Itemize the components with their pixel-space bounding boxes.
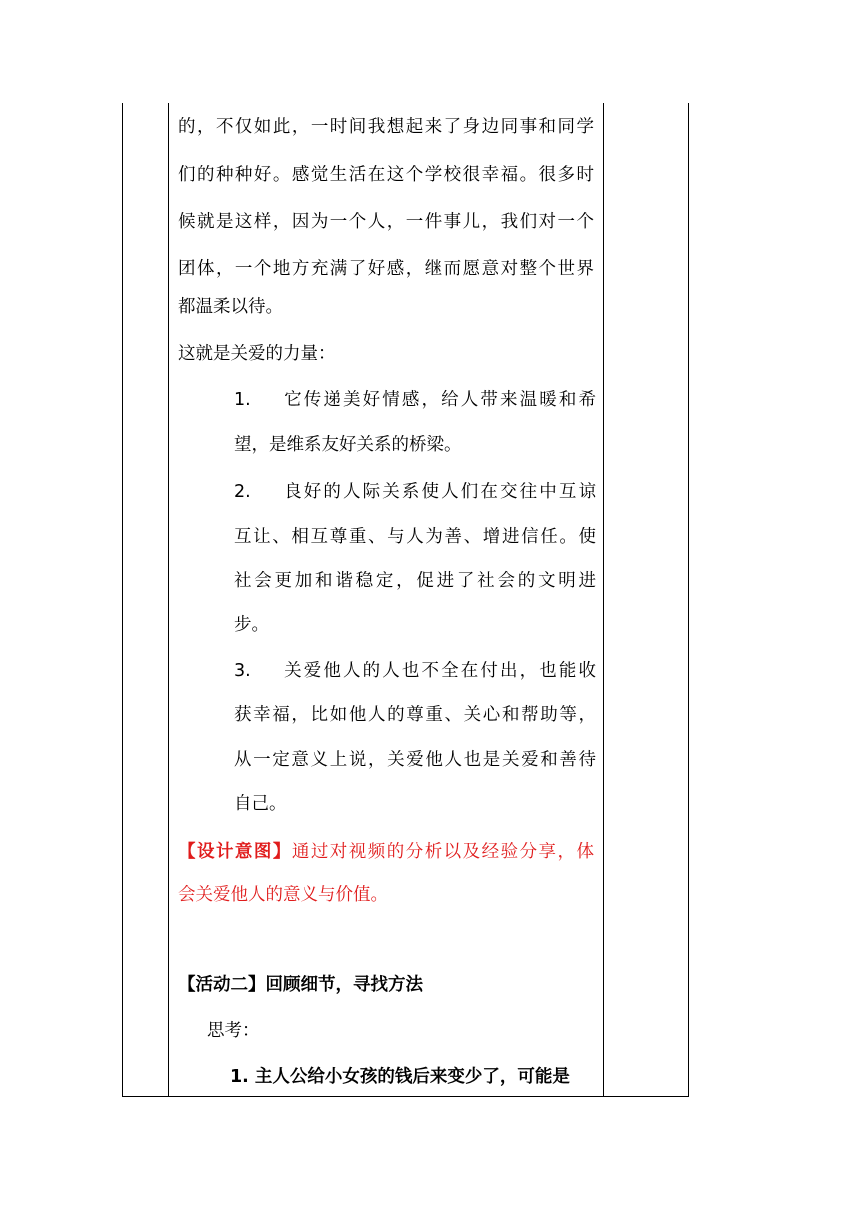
paragraph-line: 团体，一个地方充满了好感，继而愿意对整个世界 xyxy=(178,259,594,279)
design-intent-line: 会关爱他人的意义与价值。 xyxy=(178,885,388,905)
question-text: 主人公给小女孩的钱后来变少了，可能是 xyxy=(254,1067,570,1087)
power-title: 这就是关爱的力量： xyxy=(178,344,336,364)
list-item-number: 1. xyxy=(234,390,251,410)
question-1 xyxy=(230,1065,570,1089)
paragraph-line: 都温柔以待。 xyxy=(178,297,283,317)
list-item-2-line: 互让、相互尊重、与人为善、增进信任。使 xyxy=(234,527,596,547)
list-item-1-line xyxy=(234,388,596,412)
list-item-1-line: 望，是维系友好关系的桥梁。 xyxy=(234,435,462,455)
list-item-2-line: 步。 xyxy=(234,615,269,635)
list-item-text: 关爱他人的人也不全在付出，也能收 xyxy=(282,661,596,681)
table-column-divider-1 xyxy=(168,103,169,1097)
paragraph-line: 候就是这样，因为一个人，一件事儿，我们对一个 xyxy=(178,212,594,232)
design-intent-tag: 【设计意图】 xyxy=(178,842,292,862)
list-item-number: 2. xyxy=(234,482,251,502)
table-border-right xyxy=(688,103,689,1097)
list-item-3-line: 获幸福，比如他人的尊重、关心和帮助等， xyxy=(234,705,596,725)
table-column-divider-2 xyxy=(603,103,604,1097)
table-border-bottom xyxy=(122,1096,689,1097)
list-item-3-line: 从一定意义上说，关爱他人也是关爱和善待 xyxy=(234,750,596,770)
list-item-text: 良好的人际关系使人们在交往中互谅 xyxy=(282,482,596,502)
think-label: 思考： xyxy=(207,1021,260,1041)
table-border-left xyxy=(122,103,123,1097)
list-item-text: 它传递美好情感，给人带来温暖和希 xyxy=(282,390,596,410)
activity-title: 【活动二】回顾细节，寻找方法 xyxy=(178,975,423,995)
list-item-2-line xyxy=(234,480,596,504)
list-item-3-line xyxy=(234,659,596,683)
list-item-number: 3. xyxy=(234,661,251,681)
design-intent-text: 通过对视频的分析以及经验分享，体 xyxy=(291,842,595,862)
list-item-2-line: 社会更加和谐稳定，促进了社会的文明进 xyxy=(234,571,596,591)
design-intent-line xyxy=(178,840,594,864)
list-item-3-line: 自己。 xyxy=(234,794,287,814)
paragraph-line: 们的种种好。感觉生活在这个学校很幸福。很多时 xyxy=(178,165,594,185)
question-number: 1. xyxy=(230,1067,249,1087)
paragraph-line: 的，不仅如此，一时间我想起来了身边同事和同学 xyxy=(178,117,594,137)
